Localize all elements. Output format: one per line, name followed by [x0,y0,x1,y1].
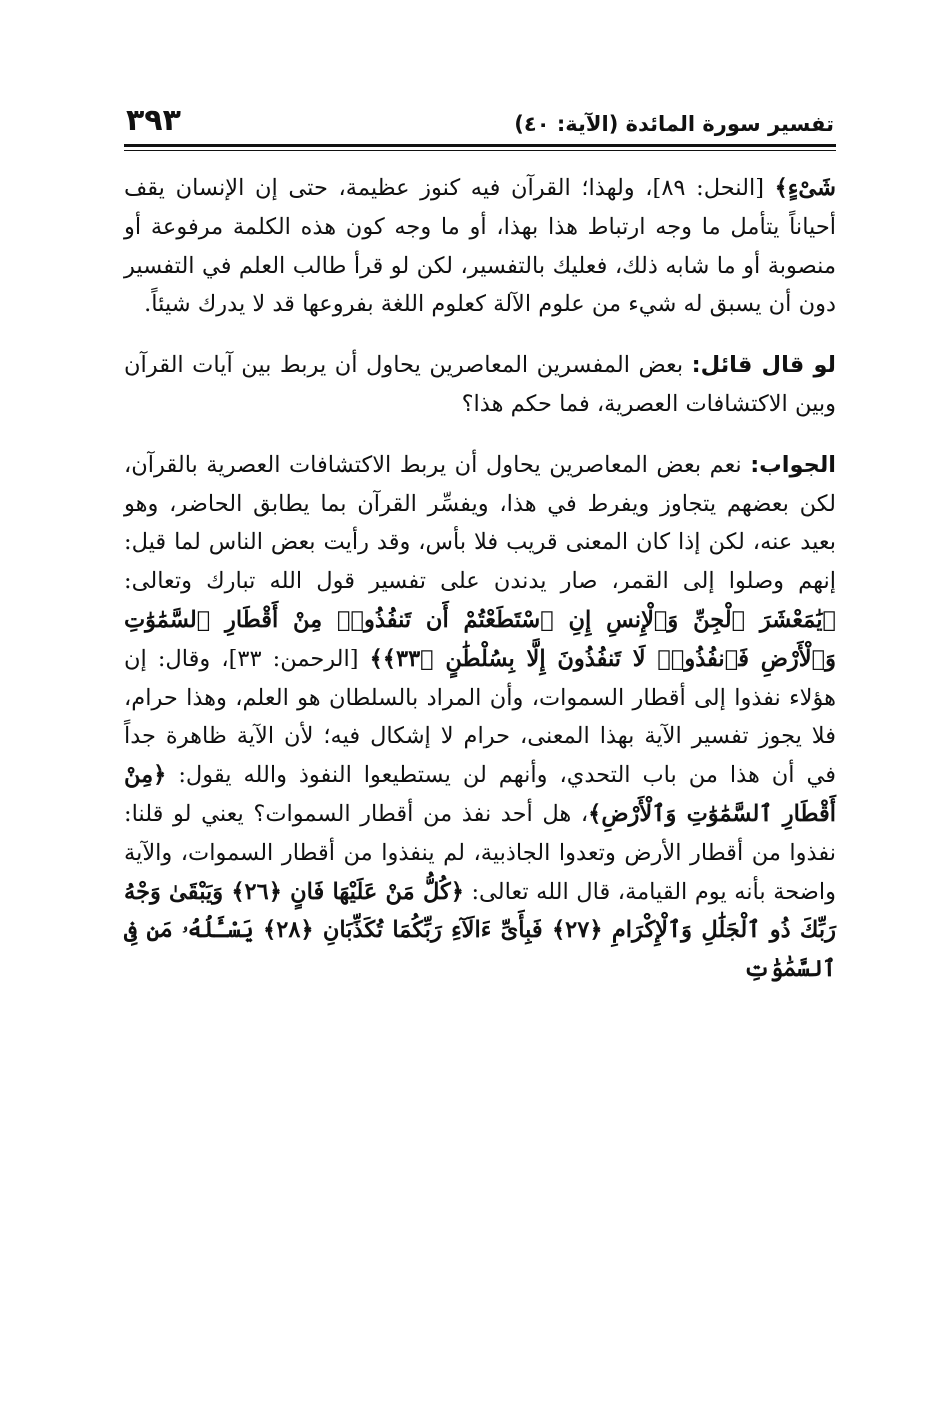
answer-text-b: [الرحمن: ٣٣]، وقال: إن هؤلاء نفذوا إلى أقطار السموات، وأن المراد بالسلطان هو العلم، وهذا حرام، فلا يجوز تفسير الآية بهذا المعنى، حرام لا إشكال فيه؛ لأن الآية ظاهرة جداً في أن هذا من باب التحدي، وأنهم لن يستطيعوا النفوذ والله يقول: [124,645,836,789]
answer-lead: الجواب: [750,451,836,478]
paragraph-1-text: [النحل: ٨٩]، ولهذا؛ القرآن فيه كنوز عظيمة، حتى إن الإنسان يقف أحياناً يتأمل ما وجه ارتباط هذا بهذا، أو ما وجه كون هذه الكلمة مرفوعة أو منصوبة أو ما شابه ذلك، فعليك بالتفسير، لكن لو قرأ طالب العلم في التفسير دون أن يسبق له شيء من علوم الآلة كعلوم اللغة بفروعها قد لا يدرك شيئاً. [124,175,836,318]
question-lead: لو قال قائل: [691,352,836,379]
question-text: بعض المفسرين المعاصرين يحاول أن يربط بين آيات القرآن وبين الاكتشافات العصرية، فما حكم هذا؟ [124,352,836,417]
quran-verse-rahman-33: ﴿يَٰمَعْشَرَ ٱلْجِنِّ وَٱلْإِنسِ إِنِ ٱسْتَطَعْتُمْ أَن تَنفُذُوا۟ مِنْ أَقْطَارِ ٱلسَّمَٰوَٰتِ وَٱلْأَرْضِ فَٱنفُذُوا۟ لَا تَنفُذُونَ إِلَّا بِسُلْطَٰنٍ ﴿٣٣﴾﴾ [124,606,836,672]
page-header [124,86,836,136]
paragraph-answer [124,446,836,989]
quran-verse-end: شَىْءٍ﴾ [774,175,836,201]
page-number: ٣٩٣ [126,103,181,138]
paragraph-1 [124,169,836,324]
paragraph-question [124,346,836,424]
answer-text-a: نعم بعض المعاصرين يحاول أن يربط الاكتشافات العصرية بالقرآن، لكن بعضهم يتجاوز ويفرط في هذا، ويفسِّر القرآن بما يطابق الحاضر، وهو بعيد عنه، لكن إذا كان المعنى قريب فلا بأس، وقد رأيت بعض الناس لما قيل: إنهم وصلوا إلى القمر، صار يدندن على تفسير قول الله تبارك وتعالى: [124,451,836,595]
quran-verse-quote: ﴿مِنْ أَقْطَارِ ٱلسَّمَٰوَٰتِ وَٱلْأَرْضِ﴾ [124,762,836,827]
book-page [124,86,836,989]
running-title: تفسير سورة المائدة (الآية: ٤٠) [514,112,834,136]
body-text [124,169,836,989]
header-rule [124,144,836,151]
answer-text-c: ، هل أحد نفذ من أقطار السموات؟ يعني لو قلنا: نفذوا من أقطار الأرض وتعدوا الجاذبية، لم ينفذوا من أقطار السموات، والآية واضحة بأنه يوم القيامة، قال الله تعالى: [124,800,836,905]
quran-verse-rahman-26-29: ﴿كُلُّ مَنْ عَلَيْهَا فَانٍ ﴿٢٦﴾ وَيَبْقَىٰ وَجْهُ رَبِّكَ ذُو ٱلْجَلَٰلِ وَٱلْإِكْرَامِ ﴿٢٧﴾ فَبِأَىِّ ءَالَآءِ رَبِّكُمَا تُكَذِّبَانِ ﴿٢٨﴾ يَسْـَٔلُهُۥ مَن فِى ٱلسَّمَٰوَٰتِ [124,878,837,983]
